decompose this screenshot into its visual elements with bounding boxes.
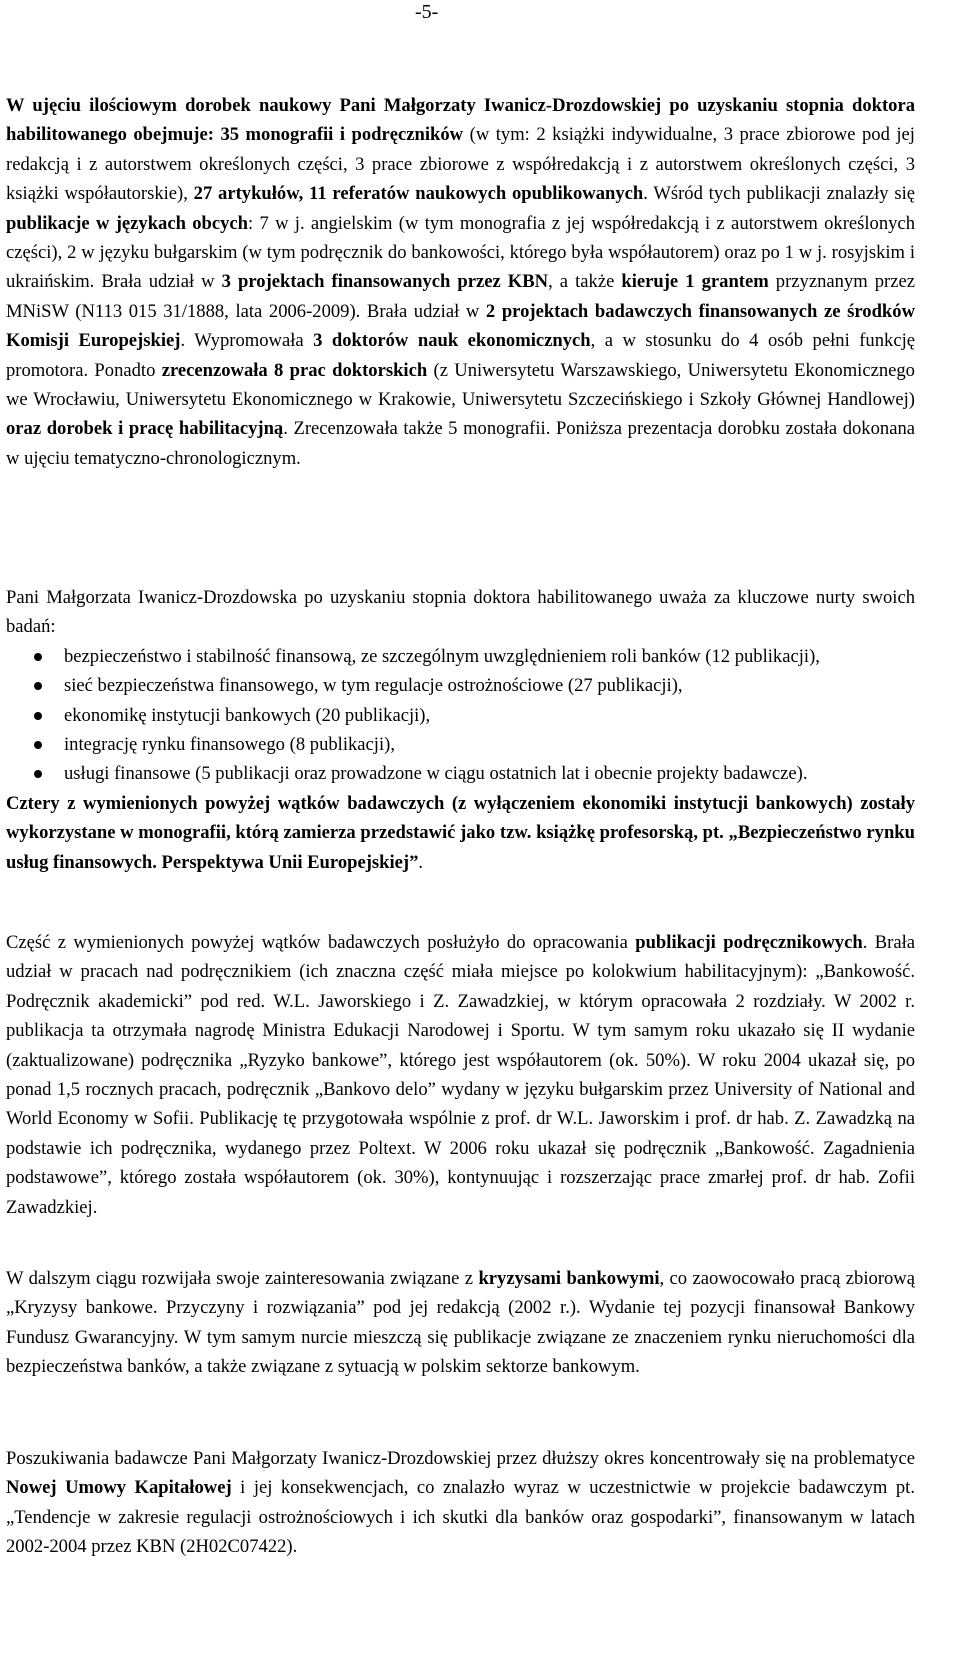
text-run: (z Uniwersytetu Warszawskiego, Uniwersytetu Ekonomicznego we Wrocławiu, Uniwersytetu Ekonomicznego w Krakowie, Uniwersytetu Szczecińskiego i Szkoły Głównej Handlowej) [6,359,915,411]
bold-text-run: 3 projektach finansowanych przez KBN [221,271,549,293]
bold-text-run: 3 doktorów nauk ekonomicznych [313,330,591,352]
text-run: . Wśród tych publikacji znalazły się [643,183,915,205]
text-run: , a także [548,271,622,293]
paragraph-banking-crises [6,1264,915,1382]
bold-text-run: zrecenzowała 8 prac doktorskich [161,359,428,381]
professor-book-bold: Cztery z wymienionych powyżej wątków badawczych (z wyłączeniem ekonomiki instytucji bankowych) zostały wykorzystane w monografii, którą zamierza przedstawić jako tzw. książkę profesorską, pt. „Bezpieczeństwo rynku usług finansowych. Perspektywa Unii Europejskiej” [6,792,915,873]
bold-text-run: 27 artykułów, 11 referatów naukowych opublikowanych [193,183,644,205]
bullet-icon [34,741,42,749]
page-number: -5- [415,1,439,23]
text-run: Część z wymienionych powyżej wątków badawczych posłużyło do opracowania [6,932,636,953]
list-item: usługi finansowe (5 publikacji oraz prowadzone w ciągu ostatnich lat i obecnie projekty badawcze). [6,759,915,788]
professor-book-statement: Cztery z wymienionych powyżej wątków badawczych (z wyłączeniem ekonomiki instytucji bankowych) zostały wykorzystane w monografii, którą zamierza przedstawić jako tzw. książkę profesorską, pt. „Bezpieczeństwo rynku usług finansowych. Perspektywa Unii Europejskiej”. [6,792,915,873]
text-run: i jej konsekwencjach, co znalazło wyraz w uczestnictwie w projekcie badawczym pt. „Tendencje w zakresie regulacji ostrożnościowych i ich skutki dla banków oraz gospodarki”, finansowanym w latach 2002-2004 przez KBN (2H02C07422). [6,1477,915,1558]
bullet-icon [34,653,42,661]
text-run: przyznanym przez MNiSW (N113 015 31/1888, lata 2006-2009). Brała udział w [6,271,915,322]
text-run: , a w stosunku do 4 osób pełni funkcję promotora. Ponadto [6,330,915,381]
text-run: : 7 w j. angielskim (w tym monografia z jej współredakcją i z autorstwem określonych części), 2 w języku bułgarskim (w tym podręcznik do bankowości, którego była współautorem) oraz po 1 w j. rosyjskim i ukraińskim. Brała udział w [6,212,915,293]
bold-text-run: 2 projektach badawczych finansowanych ze środków Komisji Europejskiej [6,300,915,352]
research-areas-intro: Pani Małgorzata Iwanicz-Drozdowska po uzyskaniu stopnia doktora habilitowanego uważa za kluczowe nurty swoich badań: [6,587,915,638]
paragraph-research-areas [6,583,915,877]
bullet-icon [34,770,42,778]
paragraph-textbooks [6,928,915,1222]
text-run: . Wypromowała [180,330,314,352]
text-run: , co zaowocowało pracą zbiorową „Kryzysy bankowe. Przyczyny i rozwiązania” pod jej redakcją (2002 r.). Wydanie tej pozycji finansował Bankowy Fundusz Gwarancyjny. W tym samym nurcie mieszczą się publikacje związane ze znaczeniem rynku nieruchomości dla bezpieczeństwa banków, a także związane z sytuacją w polskim sektorze bankowym. [6,1268,915,1378]
paragraph-capital-accord [6,1444,915,1562]
bold-text-run: kieruje 1 grantem [621,271,769,293]
bold-text-run: W ujęciu ilościowym dorobek naukowy Pani Małgorzaty Iwanicz-Drozdowskiej po uzyskaniu stopnia doktora habilitowanego obejmuje: 35 monografii i podręczników [6,95,915,146]
list-item: ekonomikę instytucji bankowych (20 publikacji), [6,701,915,730]
bold-text-run: publikacji podręcznikowych [635,932,863,953]
paragraph-quantitative-output [6,91,915,473]
bold-text-run: kryzysami bankowymi [478,1268,660,1289]
text-run: . Zrecenzowała także 5 monografii. Poniższa prezentacja dorobku została dokonana w ujęciu tematyczno-chronologicznym. [6,418,916,469]
bold-text-run: oraz dorobek i pracę habilitacyjną [6,418,284,440]
bullet-icon [34,682,42,690]
bold-text-run: Nowej Umowy Kapitałowej [6,1477,232,1499]
bold-text-run: publikacje w językach obcych [6,212,249,234]
text-run: . Brała udział w pracach nad podręcznikiem (ich znaczna część miała miejsce po kolokwium habilitacyjnym): „Bankowość. Podręcznik akademicki” pod red. W.L. Jaworskiego i Z. Zawadzkiej, w którym opracowała 2 rozdziały. W 2002 r. publikacja ta otrzymała nagrodę Ministra Edukacji Narodowej i Sportu. W tym samym roku ukazało się II wydanie (zaktualizowane) podręcznika „Ryzyko bankowe”, którego jest współautorem (ok. 50%). W roku 2004 ukazał się, po ponad 1,5 rocznych pracach, podręcznik „Bankovo delo” wydany w języku bułgarskim przez University of National and World Economy w Sofii. Publikację tę przygotowała wspólnie z prof. dr W.L. Jaworskim i prof. dr hab. Z. Zawadzką na podstawie ich podręcznika, wydanego przez Poltext. W 2006 roku ukazał się podręcznik „Bankowość. Zagadnienia podstawowe”, którego została współautorem (ok. 30%), kontynuując i rozszerzając prace zmarłej prof. dr hab. Zofii Zawadzkiej. [6,932,916,1218]
bullet-icon [34,712,42,720]
text-run: (w tym: 2 książki indywidualne, 3 prace zbiorowe pod jej redakcją i z autorstwem określonych części, 3 prace zbiorowe z współredakcją i z autorstwem określonych części, 3 książki współautorskie), [6,124,915,205]
text-run: W dalszym ciągu rozwijała swoje zainteresowania związane z [6,1268,479,1289]
list-item: integrację rynku finansowego (8 publikacji), [6,730,915,759]
text-run: Poszukiwania badawcze Pani Małgorzaty Iwanicz-Drozdowskiej przez dłuższy okres koncentrowały się na problematyce [6,1448,915,1469]
list-item: bezpieczeństwo i stabilność finansową, ze szczególnym uwzględnieniem roli banków (12 publikacji), [6,642,915,671]
list-item: sieć bezpieczeństwa finansowego, w tym regulacje ostrożnościowe (27 publikacji), [6,671,915,700]
research-areas-list [6,642,915,789]
